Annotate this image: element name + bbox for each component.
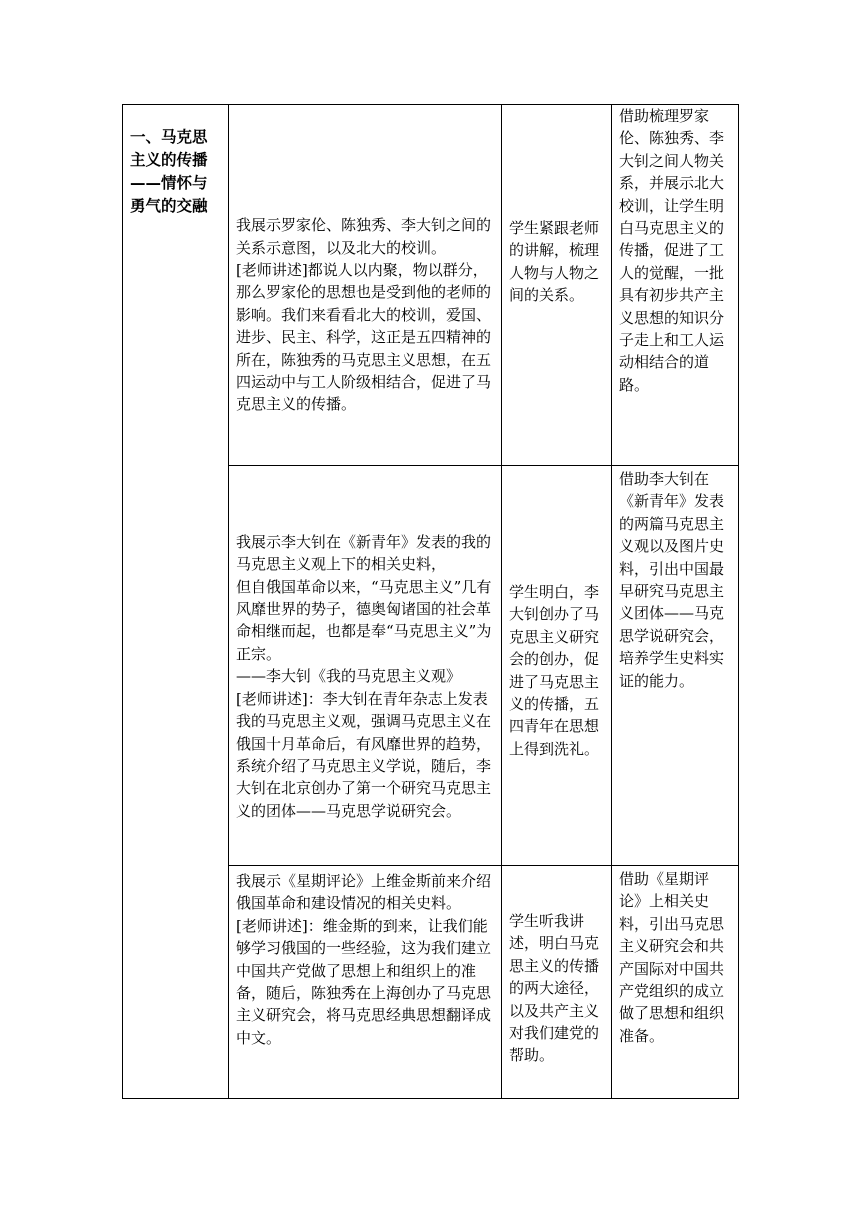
- design-intent-cell: 借助梳理罗家伦、陈独秀、李大钊之间人物关系，并展示北大校训，让学生明白马克思主义的传播，促进了工人的觉醒，一批具有初步共产主义思想的知识分子走上和工人运动相结合的道路。: [612, 105, 739, 466]
- student-activity-cell: 学生明白，李大钊创办了马克思主义研究会的创办，促进了马克思主义的传播，五四青年在思想上得到洗礼。: [502, 466, 612, 866]
- teacher-activity-paragraph: ——李大钊《我的马克思主义观》: [236, 667, 462, 686]
- section-title-line: ——情怀与: [130, 174, 208, 192]
- teacher-activity-paragraph: [老师讲述]都说人以内聚，物以群分，那么罗家伦的思想也是受到他的老师的影响。我们来看看北大的校训，爱国、进步、民主、科学，这正是五四精神的所在，陈独秀的马克思主义思想，在五四运动中与工人阶级相结合，促进了马克思主义的传播。: [236, 260, 492, 414]
- teacher-activity-paragraph: 我展示李大钊在《新青年》发表的我的马克思主义观上下的相关史料，: [236, 532, 492, 574]
- teacher-activity-paragraph: 但自俄国革命以来，“马克思主义”几有风靡世界的势子，德奥匈诸国的社会革命相继而起，也都是奉“马克思主义”为正宗。: [236, 577, 492, 663]
- teacher-activity-paragraph: 我展示罗家伦、陈独秀、李大钊之间的关系示意图，以及北大的校训。: [236, 216, 492, 257]
- teacher-activity-cell: [229, 866, 502, 1099]
- design-intent-cell: 借助李大钊在《新青年》发表的两篇马克思主义观以及图片史料，引出中国最早研究马克思主义团体——马克思学说研究会，培养学生史料实证的能力。: [612, 466, 739, 866]
- section-title-line: 一、马克思: [130, 128, 208, 146]
- teacher-activity-paragraph: [老师讲述]：维金斯的到来，让我们能够学习俄国的一些经验，这为我们建立中国共产党做了思想上和组织上的准备，随后，陈独秀在上海创办了马克思主义研究会，将马克思经典思想翻译成中文。: [236, 916, 492, 1047]
- teacher-activity-cell: [229, 105, 502, 466]
- student-activity-cell: 学生听我讲述，明白马克思主义的传播的两大途径，以及共产主义对我们建党的帮助。: [502, 866, 612, 1099]
- teacher-activity-paragraph: [老师讲述]：李大钊在青年杂志上发表我的马克思主义观，强调马克思主义在俄国十月革命后，有风靡世界的趋势，系统介绍了马克思主义学说，随后，李大钊在北京创办了第一个研究马克思主义的团体——马克思学说研究会。: [236, 689, 492, 820]
- section-title-line: 勇气的交融: [130, 197, 208, 215]
- section-title-line: 主义的传播: [130, 151, 208, 169]
- student-activity-cell: 学生紧跟老师的讲解，梳理人物与人物之间的关系。: [502, 105, 612, 466]
- teacher-activity-paragraph: 我展示《星期评论》上维金斯前来介绍俄国革命和建设情况的相关史料。: [236, 872, 492, 913]
- design-intent-cell: 借助《星期评论》上相关史料，引出马克思主义研究会和共产国际对中国共产党组织的成立做了思想和组织准备。: [612, 866, 739, 1099]
- lesson-plan-table: [122, 104, 739, 1099]
- table-row: [123, 105, 739, 466]
- teacher-activity-cell: [229, 466, 502, 866]
- section-title-cell: [123, 105, 229, 1099]
